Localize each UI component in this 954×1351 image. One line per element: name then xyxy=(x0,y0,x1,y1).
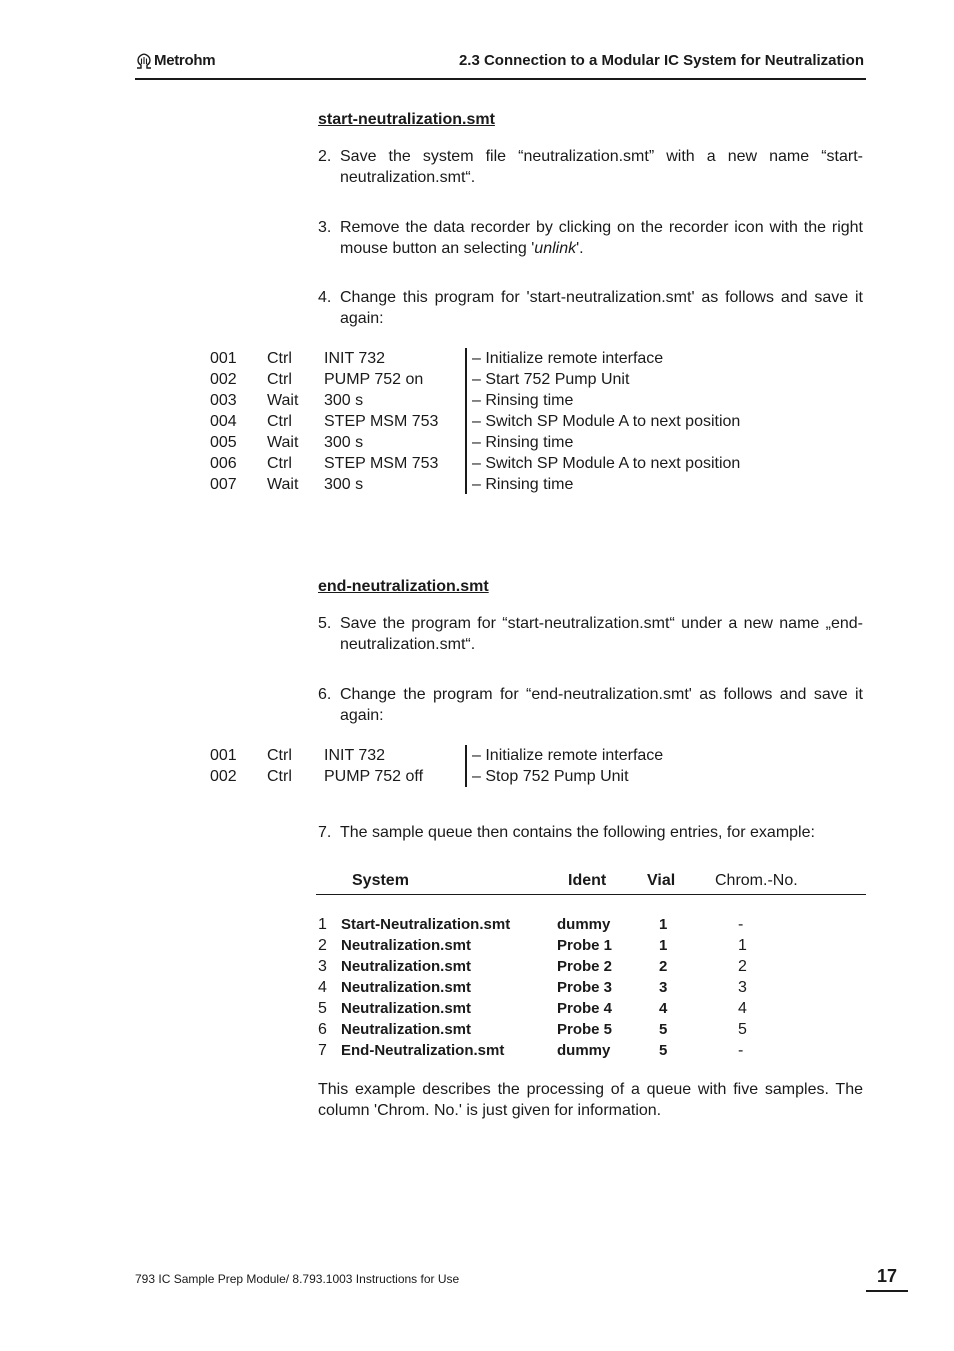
program-line xyxy=(210,453,810,474)
line-comment: – Initialize remote interface xyxy=(472,747,664,764)
program-line xyxy=(210,745,810,766)
section-title-start: start-neutralization.smt xyxy=(318,111,495,128)
table-row xyxy=(318,935,863,956)
row-system: Neutralization.smt xyxy=(341,958,472,975)
line-type: Ctrl xyxy=(267,371,292,388)
row-ident: Probe 4 xyxy=(557,1000,613,1017)
row-chrom: 2 xyxy=(738,958,747,975)
line-number: 002 xyxy=(210,371,237,388)
step-number: 7. xyxy=(318,824,332,841)
line-type: Ctrl xyxy=(267,413,292,430)
row-index: 5 xyxy=(318,1000,327,1017)
step-4 xyxy=(318,287,863,329)
row-ident: Probe 2 xyxy=(557,958,613,975)
row-index: 1 xyxy=(318,916,327,933)
table-row xyxy=(318,914,863,935)
queue-table xyxy=(318,914,863,1061)
table-row xyxy=(318,956,863,977)
line-command: INIT 732 xyxy=(324,747,386,764)
program-listing-start xyxy=(210,348,810,495)
header-chrom: Chrom.-No. xyxy=(715,872,798,889)
table-row xyxy=(318,1019,863,1040)
line-comment: – Initialize remote interface xyxy=(472,350,664,367)
program-line xyxy=(210,432,810,453)
line-command: 300 s xyxy=(324,476,364,493)
page-number: 17 xyxy=(866,1266,908,1292)
step-text: Change the program for “end-neutralization.smt' as follows and save it again: xyxy=(340,686,863,724)
line-comment: – Rinsing time xyxy=(472,392,574,409)
row-index: 2 xyxy=(318,937,327,954)
row-vial: 2 xyxy=(659,958,668,975)
line-command: STEP MSM 753 xyxy=(324,455,439,472)
row-system: Start-Neutralization.smt xyxy=(341,916,511,933)
table-row xyxy=(318,977,863,998)
line-command: 300 s xyxy=(324,392,364,409)
line-type: Ctrl xyxy=(267,350,292,367)
section-title-end: end-neutralization.smt xyxy=(318,578,489,595)
program-line xyxy=(210,766,810,787)
row-system: Neutralization.smt xyxy=(341,979,472,996)
row-system: Neutralization.smt xyxy=(341,1000,472,1017)
row-ident: Probe 1 xyxy=(557,937,613,954)
step-number: 5. xyxy=(318,615,332,632)
line-number: 006 xyxy=(210,455,237,472)
line-number: 002 xyxy=(210,768,237,785)
line-comment: – Stop 752 Pump Unit xyxy=(472,768,629,785)
unlink-emphasis: unlink xyxy=(534,240,577,257)
row-ident: dummy xyxy=(557,1042,611,1059)
row-ident: dummy xyxy=(557,916,611,933)
step-6 xyxy=(318,684,863,726)
line-type: Wait xyxy=(267,476,299,493)
line-comment: – Switch SP Module A to next position xyxy=(472,455,741,472)
row-vial: 3 xyxy=(659,979,668,996)
header-vial: Vial xyxy=(647,872,676,889)
line-command: STEP MSM 753 xyxy=(324,413,439,430)
line-number: 001 xyxy=(210,747,237,764)
row-vial: 1 xyxy=(659,916,668,933)
row-system: Neutralization.smt xyxy=(341,1021,472,1038)
step-3 xyxy=(318,217,863,259)
line-number: 001 xyxy=(210,350,237,367)
table-row xyxy=(318,998,863,1019)
footer-document-title: 793 IC Sample Prep Module/ 8.793.1003 Instructions for Use xyxy=(135,1272,460,1286)
header-ident: Ident xyxy=(568,872,607,889)
row-chrom: - xyxy=(738,916,744,933)
row-vial: 5 xyxy=(659,1021,668,1038)
table-row xyxy=(318,1040,863,1061)
row-chrom: 5 xyxy=(738,1021,747,1038)
step-text-part: Remove the data recorder by clicking on the recorder icon with the right mouse button an selecting ' xyxy=(340,219,863,257)
step-text: The sample queue then contains the following entries, for example: xyxy=(340,824,815,841)
line-number: 005 xyxy=(210,434,237,451)
header-system: System xyxy=(352,872,409,889)
row-chrom: 3 xyxy=(738,979,747,996)
row-ident: Probe 3 xyxy=(557,979,613,996)
program-listing-end xyxy=(210,745,810,787)
metrohm-logo xyxy=(135,52,215,69)
line-command: 300 s xyxy=(324,434,364,451)
row-vial: 5 xyxy=(659,1042,668,1059)
line-comment: – Rinsing time xyxy=(472,476,574,493)
program-line xyxy=(210,390,810,411)
row-chrom: 1 xyxy=(738,937,747,954)
line-type: Ctrl xyxy=(267,747,292,764)
row-vial: 1 xyxy=(659,937,668,954)
program-line xyxy=(210,411,810,432)
step-5 xyxy=(318,613,863,655)
program-line xyxy=(210,369,810,390)
step-text-part: '. xyxy=(576,240,584,257)
queue-table-header xyxy=(316,870,866,895)
closing-paragraph: This example describes the processing of a queue with five samples. The column 'Chrom. No.' is just given for information. xyxy=(318,1081,863,1119)
line-number: 003 xyxy=(210,392,237,409)
step-7 xyxy=(318,822,863,843)
line-number: 004 xyxy=(210,413,237,430)
row-chrom: - xyxy=(738,1042,744,1059)
row-ident: Probe 5 xyxy=(557,1021,613,1038)
row-index: 6 xyxy=(318,1021,327,1038)
logo-text: Metrohm xyxy=(154,52,216,69)
step-number: 6. xyxy=(318,686,332,703)
line-type: Wait xyxy=(267,392,299,409)
line-type: Ctrl xyxy=(267,455,292,472)
row-system: Neutralization.smt xyxy=(341,937,472,954)
row-index: 3 xyxy=(318,958,327,975)
line-number: 007 xyxy=(210,476,237,493)
row-index: 4 xyxy=(318,979,327,996)
line-command: PUMP 752 on xyxy=(324,371,424,388)
row-vial: 4 xyxy=(659,1000,668,1017)
program-line xyxy=(210,474,810,495)
step-2 xyxy=(318,146,863,188)
step-number: 4. xyxy=(318,289,332,306)
line-comment: – Switch SP Module A to next position xyxy=(472,413,741,430)
chapter-title: 2.3 Connection to a Modular IC System for Neutralization xyxy=(458,52,864,69)
line-command: PUMP 752 off xyxy=(324,768,424,785)
row-chrom: 4 xyxy=(738,1000,747,1017)
step-text: Save the program for “start-neutralization.smt“ under a new name „end-neutralization.smt“. xyxy=(340,615,863,653)
line-comment: – Start 752 Pump Unit xyxy=(472,371,630,388)
program-line xyxy=(210,348,810,369)
line-type: Ctrl xyxy=(267,768,292,785)
step-number: 2. xyxy=(318,148,332,165)
step-text: Save the system file “neutralization.smt” with a new name “start-neutralization.smt“. xyxy=(340,148,863,186)
step-text xyxy=(340,217,863,259)
row-system: End-Neutralization.smt xyxy=(341,1042,505,1059)
page-header xyxy=(135,50,866,80)
step-text: Change this program for 'start-neutralization.smt' as follows and save it again: xyxy=(340,289,863,327)
line-comment: – Rinsing time xyxy=(472,434,574,451)
row-index: 7 xyxy=(318,1042,327,1059)
line-type: Wait xyxy=(267,434,299,451)
line-command: INIT 732 xyxy=(324,350,386,367)
metrohm-omega-icon xyxy=(135,53,153,69)
step-number: 3. xyxy=(318,219,332,236)
